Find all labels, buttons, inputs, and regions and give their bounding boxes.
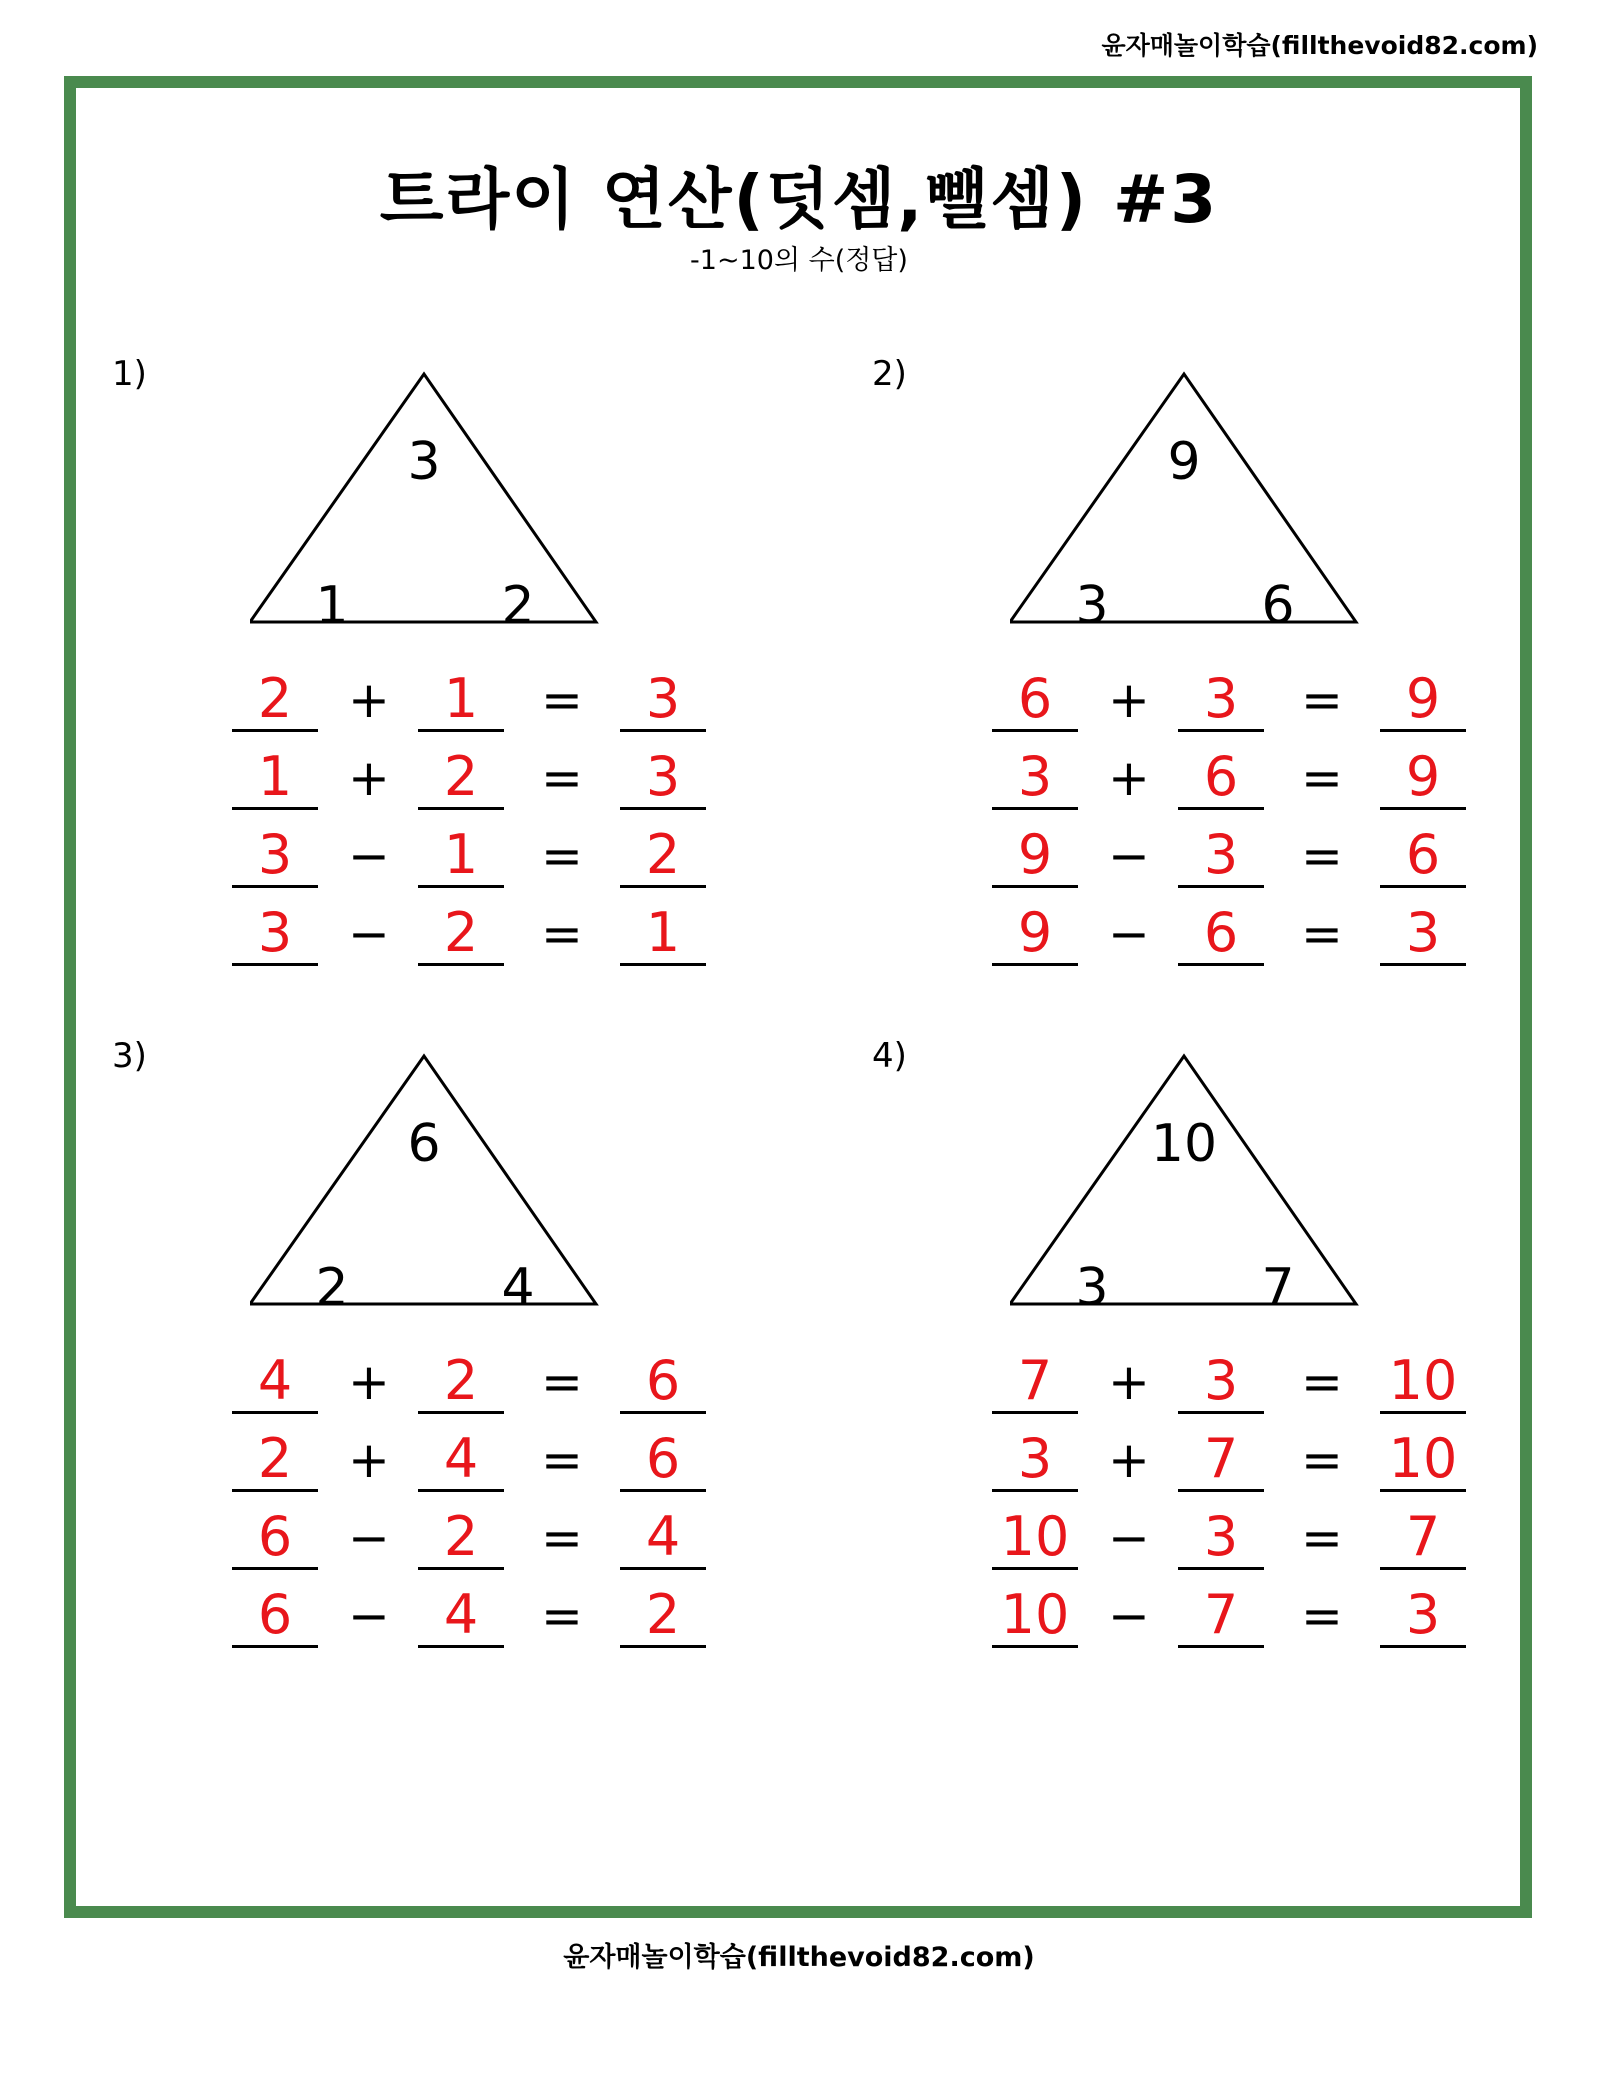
operator-sign: − [348,827,390,885]
answer-blank-result[interactable]: 4 [620,1507,706,1570]
answer-blank-first[interactable]: 2 [232,1429,318,1492]
equals-sign: = [1301,671,1343,729]
answer-blank-first[interactable]: 3 [232,825,318,888]
answer-blank-second[interactable]: 6 [1178,903,1264,966]
problem-3 [112,1036,872,1676]
answer-blank-first[interactable]: 6 [232,1585,318,1648]
answer-blank-result[interactable]: 6 [620,1351,706,1414]
answer-blank-second[interactable]: 3 [1178,1507,1264,1570]
answer-blank-first[interactable]: 10 [992,1507,1078,1570]
triangle-top-number: 6 [407,1114,441,1174]
answer-blank-result[interactable]: 3 [620,669,706,732]
equation-row [232,1336,752,1414]
equals-sign: = [1301,749,1343,807]
problem-1 [112,354,872,994]
operator-sign: + [1108,749,1150,807]
answer-blank-first[interactable]: 2 [232,669,318,732]
equals-sign: = [541,1431,583,1489]
equation-row [232,810,752,888]
equation-row [232,654,752,732]
operator-sign: + [348,1431,390,1489]
equation-row [232,1492,752,1570]
answer-blank-result[interactable]: 2 [620,825,706,888]
triangle-left-number: 3 [1075,576,1109,636]
footer-credit: 윤자매놀이학습(fillthevoid82.com) [563,1942,1035,1973]
header-credit: 윤자매놀이학습(fillthevoid82.com) [1101,31,1538,60]
answer-blank-first[interactable]: 6 [232,1507,318,1570]
answer-blank-result[interactable]: 10 [1380,1429,1466,1492]
answer-blank-first[interactable]: 9 [992,903,1078,966]
equation-row [992,810,1512,888]
triangle-top-number: 10 [1150,1114,1218,1174]
answer-blank-second[interactable]: 6 [1178,747,1264,810]
triangle-left-number: 1 [315,576,349,636]
page-title: 트라이 연산(덧셈,뺄셈) #3 [379,161,1219,238]
operator-sign: − [348,1587,390,1645]
equation-row [992,1570,1512,1648]
equals-sign: = [1301,827,1343,885]
problem-4 [872,1036,1598,1676]
equals-sign: = [1301,1431,1343,1489]
equals-sign: = [1301,1587,1343,1645]
equals-sign: = [541,671,583,729]
answer-blank-second[interactable]: 1 [418,669,504,732]
answer-blank-first[interactable]: 6 [992,669,1078,732]
answer-blank-first[interactable]: 9 [992,825,1078,888]
operator-sign: − [1108,827,1150,885]
equals-sign: = [541,905,583,963]
equation-row [992,654,1512,732]
triangle-right-number: 2 [501,576,535,636]
operator-sign: + [1108,1353,1150,1411]
equation-row [232,888,752,966]
operator-sign: + [348,1353,390,1411]
answer-blank-first[interactable]: 10 [992,1585,1078,1648]
equals-sign: = [541,1587,583,1645]
equals-sign: = [1301,1509,1343,1567]
triangle-top-number: 9 [1167,432,1201,492]
answer-blank-result[interactable]: 6 [620,1429,706,1492]
operator-sign: − [348,1509,390,1567]
answer-blank-second[interactable]: 2 [418,1507,504,1570]
equation-row [992,1492,1512,1570]
answer-blank-first[interactable]: 1 [232,747,318,810]
answer-blank-second[interactable]: 3 [1178,669,1264,732]
problem-number: 2) [872,354,907,394]
answer-blank-first[interactable]: 4 [232,1351,318,1414]
operator-sign: − [1108,1509,1150,1567]
equals-sign: = [1301,905,1343,963]
problem-number: 1) [112,354,147,394]
triangle-top-number: 3 [407,432,441,492]
operator-sign: + [348,671,390,729]
operator-sign: + [348,749,390,807]
equation-row [232,1570,752,1648]
equation-row [992,888,1512,966]
triangle-right-number: 4 [501,1258,535,1318]
answer-blank-result[interactable]: 2 [620,1585,706,1648]
equation-row [992,1336,1512,1414]
answer-blank-second[interactable]: 2 [418,1351,504,1414]
equals-sign: = [541,827,583,885]
page-subtitle: -1~10의 수(정답) [690,245,908,276]
operator-sign: − [348,905,390,963]
equals-sign: = [541,749,583,807]
answer-blank-first[interactable]: 3 [232,903,318,966]
answer-blank-first[interactable]: 3 [992,1429,1078,1492]
answer-blank-second[interactable]: 2 [418,903,504,966]
answer-blank-second[interactable]: 7 [1178,1429,1264,1492]
answer-blank-second[interactable]: 4 [418,1585,504,1648]
operator-sign: + [1108,1431,1150,1489]
operator-sign: − [1108,905,1150,963]
answer-blank-result[interactable]: 3 [1380,903,1466,966]
triangle-right-number: 7 [1261,1258,1295,1318]
answer-blank-result[interactable]: 3 [1380,1585,1466,1648]
answer-blank-result[interactable]: 3 [620,747,706,810]
equation-row [992,732,1512,810]
equation-row [232,732,752,810]
operator-sign: + [1108,671,1150,729]
equation-row [992,1414,1512,1492]
answer-blank-second[interactable]: 2 [418,747,504,810]
equation-row [232,1414,752,1492]
answer-blank-second[interactable]: 4 [418,1429,504,1492]
answer-blank-first[interactable]: 7 [992,1351,1078,1414]
triangle-left-number: 3 [1075,1258,1109,1318]
equals-sign: = [1301,1353,1343,1411]
answer-blank-second[interactable]: 3 [1178,1351,1264,1414]
answer-blank-first[interactable]: 3 [992,747,1078,810]
triangle-left-number: 2 [315,1258,349,1318]
problem-number: 4) [872,1036,907,1076]
answer-blank-result[interactable]: 9 [1380,747,1466,810]
answer-blank-result[interactable]: 9 [1380,669,1466,732]
triangle-right-number: 6 [1261,576,1295,636]
equals-sign: = [541,1509,583,1567]
answer-blank-second[interactable]: 7 [1178,1585,1264,1648]
problem-2 [872,354,1598,994]
answer-blank-second[interactable]: 1 [418,825,504,888]
answer-blank-result[interactable]: 10 [1380,1351,1466,1414]
operator-sign: − [1108,1587,1150,1645]
answer-blank-result[interactable]: 7 [1380,1507,1466,1570]
answer-blank-result[interactable]: 1 [620,903,706,966]
problem-number: 3) [112,1036,147,1076]
equals-sign: = [541,1353,583,1411]
answer-blank-result[interactable]: 6 [1380,825,1466,888]
answer-blank-second[interactable]: 3 [1178,825,1264,888]
